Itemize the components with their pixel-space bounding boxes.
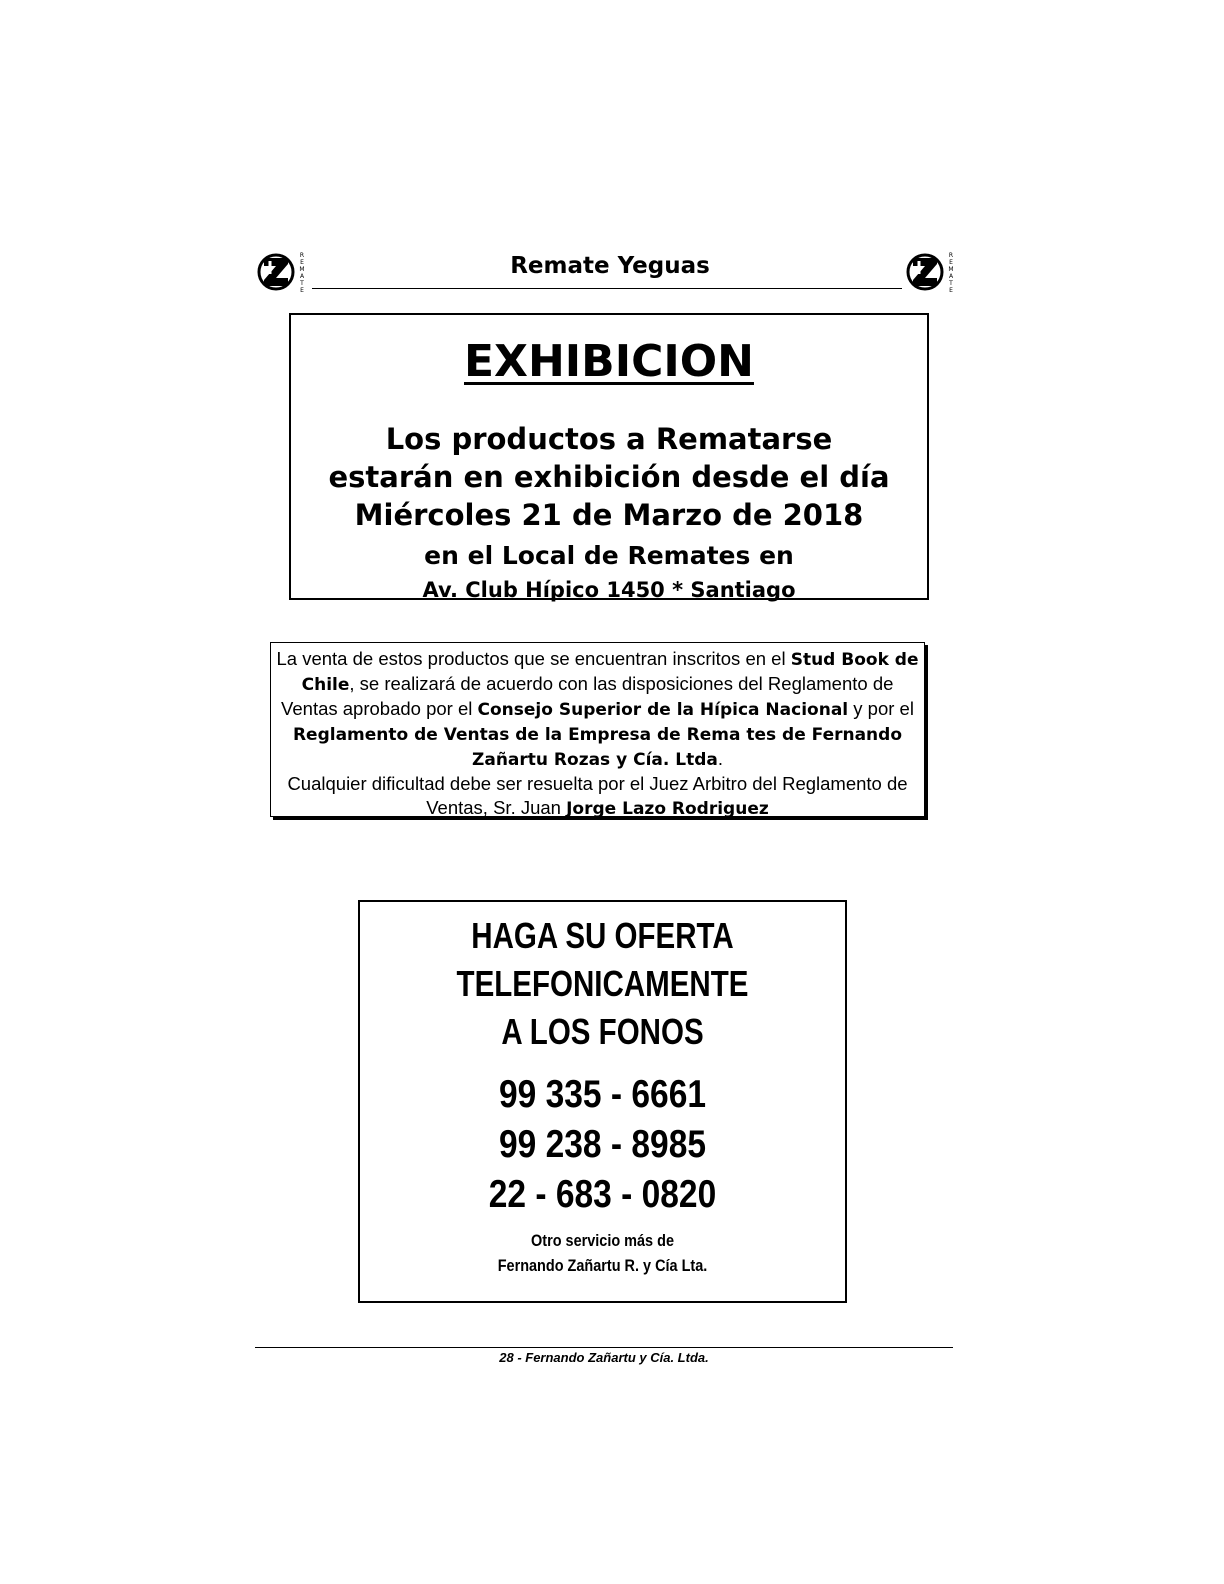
exhibition-notice-box	[289, 313, 929, 600]
fz-remates-logo-icon	[256, 248, 312, 294]
svg-text:A: A	[299, 273, 305, 280]
regulation-bold: Reglamento de Ventas de la Empresa de Rema tes de Fernando Zañartu Rozas y Cía. Ltda	[292, 725, 903, 770]
svg-text:A: A	[948, 273, 954, 280]
page-footer: 28 - Fernando Zañartu y Cía. Ltda.	[499, 1350, 709, 1365]
exhibition-title: EXHIBICION	[464, 336, 754, 387]
fz-remates-logo-icon	[905, 248, 961, 294]
svg-text:E: E	[300, 259, 304, 266]
phone-offer-box	[358, 900, 847, 1303]
svg-text:M: M	[299, 266, 305, 273]
offer-footer-text: Otro servicio más de	[531, 1231, 674, 1250]
judge-name: Jorge Lazo Rodriguez	[566, 799, 769, 819]
page-header-title: Remate Yeguas	[510, 253, 710, 279]
svg-text:E: E	[949, 287, 953, 294]
regulation-bold: Stud Book de Chile	[301, 650, 919, 695]
regulation-text: .	[717, 748, 723, 769]
svg-text:R: R	[948, 252, 954, 259]
regulation-text: , se realizará de acuerdo con las disposiciones del Reglamento de Ventas aprobado por el	[281, 673, 894, 719]
regulation-text: y por el	[848, 698, 914, 719]
svg-text:R: R	[299, 252, 305, 259]
header-rule	[312, 288, 902, 289]
phone-number: 22 - 683 - 0820	[488, 1173, 717, 1216]
svg-text:M: M	[948, 266, 954, 273]
exhibition-location-label: en el Local de Remates en	[424, 541, 794, 570]
regulation-text: Cualquier dificultad debe ser resuelta por el Juez Arbitro del Reglamento de Ventas, Sr. Juan	[287, 773, 908, 818]
phone-number: 99 335 - 6661	[498, 1073, 706, 1116]
svg-text:T: T	[949, 280, 953, 287]
svg-text:T: T	[300, 280, 304, 287]
sales-regulation-box	[270, 642, 925, 817]
exhibition-address: Av. Club Hípico 1450 * Santiago	[422, 578, 796, 602]
exhibition-line: Los productos a Rematarse	[385, 422, 833, 456]
offer-footer-text: Fernando Zañartu R. y Cía Lta.	[497, 1256, 708, 1275]
svg-text:E: E	[949, 259, 953, 266]
offer-heading: TELEFONICAMENTE	[456, 963, 749, 1004]
regulation-text: La venta de estos productos que se encuentran inscritos en el	[276, 648, 791, 669]
offer-heading: HAGA SU OFERTA	[471, 915, 734, 956]
footer-rule	[255, 1347, 953, 1348]
svg-text:E: E	[300, 287, 304, 294]
offer-heading: A LOS FONOS	[501, 1011, 704, 1052]
exhibition-date: Miércoles 21 de Marzo de 2018	[354, 498, 864, 532]
regulation-bold: Consejo Superior de la Hípica Nacional	[477, 700, 849, 720]
exhibition-line: estarán en exhibición desde el día	[328, 460, 890, 494]
phone-number: 99 238 - 8985	[498, 1123, 706, 1166]
